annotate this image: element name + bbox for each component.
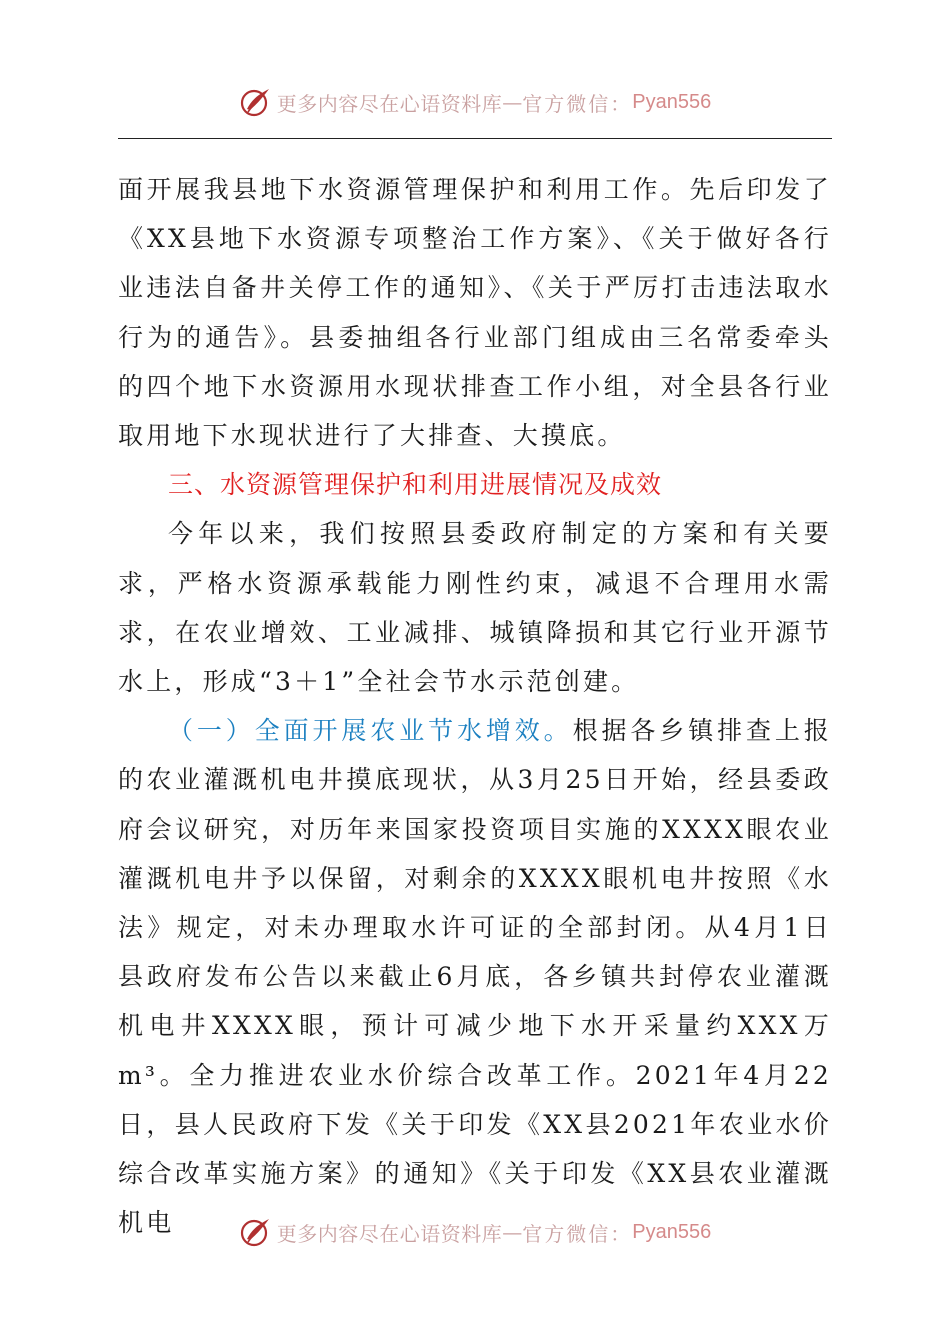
header-divider: [118, 138, 832, 139]
header-banner: [0, 82, 950, 122]
banner-separator: —: [502, 90, 523, 114]
document-body: [118, 165, 832, 1247]
paragraph-continued: 面开展我县地下水资源管理保护和利用工作。先后印发了《XX县地下水资源专项整治工作方案》、《关于做好各行业违法自备井关停工作的通知》、《关于严厉打击违法取水行为的通告》。县委抽组各行业部门组成由三名常委牵头的四个地下水资源用水现状排查工作小组，对全县各行业取用地下水现状进行了大排查、大摸底。: [118, 175, 832, 451]
quill-logo-icon: [239, 1215, 273, 1249]
banner-wechat-label: 官方微信：: [522, 1221, 633, 1246]
paragraph-agriculture: [118, 706, 832, 1247]
paragraph-agriculture-body: 根据各乡镇排查上报的农业灌溉机电井摸底现状，从3月25日开始，经县委政府会议研究，对历年来国家投资项目实施的XXXX眼农业灌溉机电井予以保留，对剩余的XXXX眼机电井按照《水法》规定，对未办理取水许可证的全部封闭。从4月1日县政府发布公告以来截止6月底，各乡镇共封停农业灌溉机电井XXXX眼，预计可减少地下水开采量约XXX万m³。全力推进农业水价综合改革工作。2021年4月22日，县人民政府下发《关于印发《XX县2021年农业水价综合改革实施方案》的通知》《关于印发《XX县农业灌溉机电: [118, 716, 832, 1238]
footer-banner: [0, 1212, 950, 1252]
banner-wechat-id: Pyan556: [632, 1220, 712, 1243]
section-heading: 三、水资源管理保护和利用进展情况及成效: [168, 470, 663, 500]
banner-wechat-label: 官方微信：: [522, 91, 633, 116]
banner-separator: —: [502, 1220, 523, 1244]
banner-text: 更多内容尽在心语资料库: [276, 1221, 503, 1246]
paragraph-intro: 今年以来，我们按照县委政府制定的方案和有关要求，严格水资源承载能力刚性约束，减退不合理用水需求，在农业增效、工业减排、城镇降损和其它行业开源节水上，形成“3＋1”全社会节水示范创建。: [118, 519, 832, 697]
subsection-heading: （一）全面开展农业节水增效。: [168, 716, 573, 746]
banner-wechat-id: Pyan556: [632, 90, 712, 113]
banner-text: 更多内容尽在心语资料库: [276, 91, 503, 116]
quill-logo-icon: [239, 85, 273, 119]
